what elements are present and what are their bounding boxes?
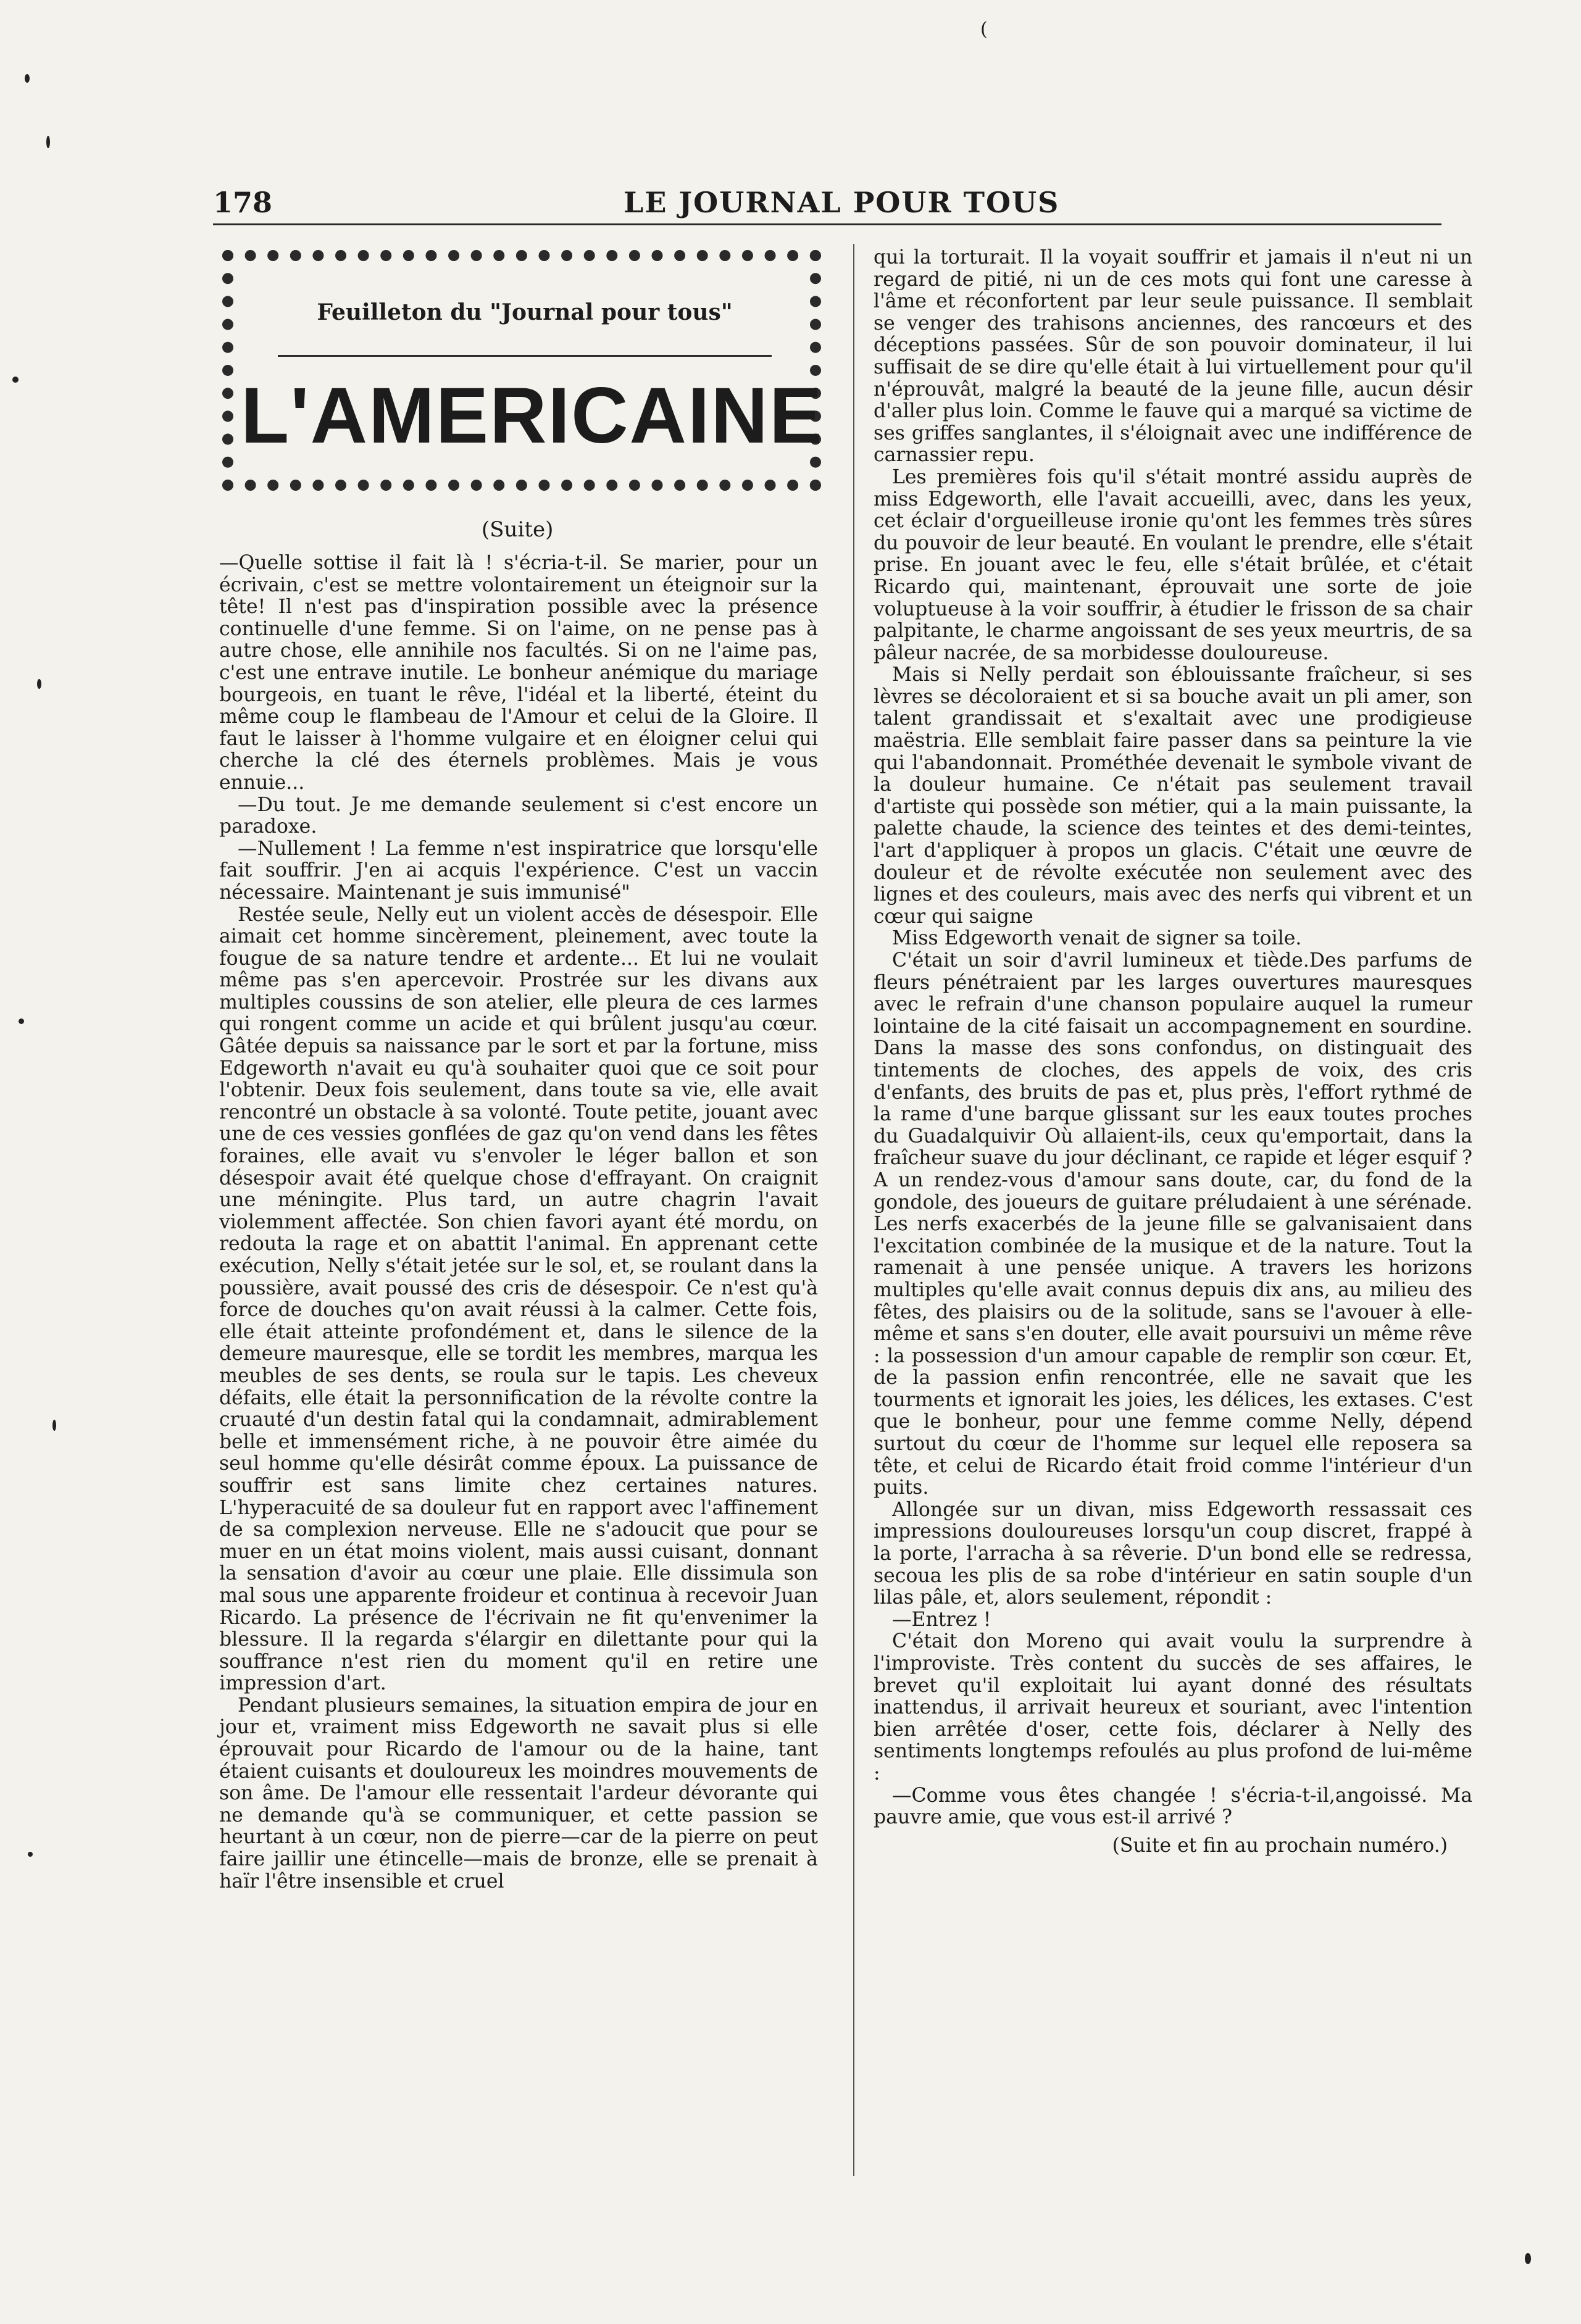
left-column (219, 552, 818, 1893)
header-rule (213, 223, 1441, 225)
paragraph: —Entrez ! (892, 1608, 991, 1631)
paragraph: —Comme vous êtes changée ! s'écria-t-il,angoissé. Ma pauvre amie, que vous est-il arrivé ? (874, 1784, 1472, 1829)
paragraph: Mais si Nelly perdait son éblouissante fraîcheur, si ses lèvres se décoloraient et si sa bouche avait un pli amer, son talent grandissait et s'exaltait avec une prodigieuse maëstria. Elle semblait faire passer dans sa peinture la vie qui l'abandonnait. Prométhée devenait le symbole vivant de la douleur humaine. Ce n'était pas seulement travail d'artiste qui possède son métier, qui a la main puissante, la palette chaude, la science des teintes et des demi-teintes, l'art d'appliquer à propos un glacis. C'était une œuvre de douleur et de révolte exécutée non seulement avec des lignes et des couleurs, mais avec des nerfs qui vibrent et un cœur qui saigne (874, 664, 1472, 928)
paragraph: qui la torturait. Il la voyait souffrir et jamais il n'eut ni un regard de pitié, ni un de ces mots qui font une caresse à l'âme et réconfortent par leur seule puissance. Il semblait se venger des trahisons anciennes, des rancœurs et des déceptions passées. Sûr de son pouvoir dominateur, il lui suffisait de se dire qu'elle était à lui virtuellement pour qu'il n'éprouvât, malgré la beauté de la jeune fille, aucun désir d'aller plus loin. Comme le fauve qui a marqué sa victime de ses griffes sanglantes, il s'éloignait avec une indifférence de carnassier repu. (874, 246, 1472, 467)
scan-speck (12, 377, 19, 383)
paragraph: —Nullement ! La femme n'est inspiratrice que lorsqu'elle fait souffrir. J'en ai acquis l'expérience. C'est un vaccin nécessaire. Maintenant je suis immunisé" (219, 837, 818, 904)
right-column (874, 247, 1472, 1857)
scan-speck (46, 136, 50, 148)
journal-title: LE JOURNAL POUR TOUS (624, 186, 1060, 219)
column-divider (853, 244, 854, 2176)
paragraph: C'était un soir d'avril lumineux et tiède.Des parfums de fleurs pénétraient par les larges ouvertures mauresques avec le refrain d'une chanson populaire auquel la rumeur lointaine de la cité faisait un accompagnement en sourdine. Dans la masse des sons confondus, on distinguait des tintements de cloches, des appels de voix, des cris d'enfants, des bruits de pas et, plus près, l'effort rythmé de la rame d'une barque glissant sur les eaux toutes proches du Guadalquivir Où allaient-ils, ceux qu'emportait, dans la fraîcheur suave du jour déclinant, ce rapide et léger esquif ? A un rendez-vous d'amour sans doute, car, du fond de la gondole, des joueurs de guitare préludaient à une sérénade. Les nerfs exacerbés de la jeune fille se galvanisaient dans l'excitation combinée de la musique et de la nature. Tout la ramenait à une pensée unique. A travers les horizons multiples qu'elle avait connus depuis dix ans, au milieu des fêtes, des plaisirs ou de la solitude, sans se l'avouer à elle-même et sans s'en douter, elle avait poursuivi un même rêve : la possession d'un amour capable de remplir son cœur. Et, de la passion enfin rencontrée, elle ne savait que les tourments et ignorait les joies, les délices, les extases. C'est que le bonheur, pour une femme comme Nelly, dépend surtout du cœur de l'homme sur lequel elle reposera sa tête, et celui de Ricardo était froid comme l'intérieur d'un puits. (874, 949, 1472, 1499)
scan-speck (52, 1420, 56, 1431)
scan-speck (1525, 2253, 1531, 2264)
story-title: L'AMERICAINE (241, 372, 824, 460)
corner-mark: ( (980, 19, 988, 40)
scan-speck (28, 1852, 33, 1857)
feuilleton-title-box (216, 244, 833, 506)
paragraph: —Du tout. Je me demande seulement si c'est encore un paradoxe. (219, 793, 818, 838)
continuation-note: (Suite et fin au prochain numéro.) (1112, 1834, 1448, 1857)
paragraph: —Quelle sottise il fait là ! s'écria-t-il. Se marier, pour un écrivain, c'est se mettre volontairement un éteignoir sur la tête! Il n'est pas d'inspiration possible avec la présence continuelle d'une femme. Si on l'aime, on ne pense pas à autre chose, elle annihile nos facultés. Si on ne l'aime pas, c'est une entrave inutile. Le bonheur anémique du mariage bourgeois, en tuant le rêve, l'idéal et la liberté, éteint du même coup le flambeau de l'Amour et celui de la Gloire. Il faut le laisser à l'homme vulgaire et en éloigner celui qui cherche la clé des éternels problèmes. Mais je vous ennuie... (219, 552, 818, 794)
paragraph: Restée seule, Nelly eut un violent accès de désespoir. Elle aimait cet homme sincèrement, pleinement, avec toute la fougue de sa nature tendre et ardente... Et lui ne voulait même pas s'en apercevoir. Prostrée sur les divans aux multiples coussins de son atelier, elle pleura de ces larmes qui rongent comme un acide et qui brûlent jusqu'au cœur. Gâtée depuis sa naissance par le sort et par la fortune, miss Edgeworth n'avait eu qu'à souhaiter quoi que ce soit pour l'obtenir. Deux fois seulement, dans toute sa vie, elle avait rencontré un obstacle à sa volonté. Toute petite, jouant avec une de ces vessies gonflées de gaz qu'on vend dans les fêtes foraines, elle avait vu s'envoler le léger ballon et son désespoir avait été quelque chose d'effrayant. On craignit une méningite. Plus tard, un autre chagrin l'avait violemment affectée. Son chien favori ayant été mordu, on redouta la rage et on abattit l'animal. En apprenant cette exécution, Nelly s'était jetée sur le sol, et, se roulant dans la poussière, avait poussé des cris de désespoir. Ce n'est qu'à force de douches qu'on avait réussi à la calmer. Cette fois, elle était atteinte profondément et, dans le silence de la demeure mauresque, elle se tordit les membres, marqua les meubles de ses dents, se roula sur le tapis. Les cheveux défaits, elle était la personnification de la révolte contre la cruauté d'un destin fatal qui la condamnait, admirablement belle et immensément riche, à ne pouvoir être aimée du seul homme qu'elle désirât comme époux. La puissance de souffrir est sans limite chez certaines natures. L'hyperacuité de sa douleur fut en rapport avec l'affinement de sa complexion nerveuse. Elle ne s'adoucit que pour se muer en un état moins violent, mais aussi cuisant, donnant la sensation d'avoir au cœur une plaie. Elle dissimula son mal sous une apparente froideur et continua à recevoir Juan Ricardo. La présence de l'écrivain ne fit qu'envenimer la blessure. Il la regarda s'élargir en dilettante pour qui la souffrance n'est rien du moment qu'il en retire une impression d'art. (219, 903, 818, 1695)
paragraph: Allongée sur un divan, miss Edgeworth ressassait ces impressions douloureuses lorsqu'un coup discret, frappé à la porte, l'arracha à sa rêverie. D'un bond elle se redressa, secoua les plis de sa robe d'intérieur en satin souple d'un lilas pâle, et, alors seulement, répondit : (874, 1498, 1472, 1609)
suite-label: (Suite) (482, 517, 554, 542)
paragraph: Pendant plusieurs semaines, la situation empira de jour en jour et, vraiment miss Edgeworth ne savait plus si elle éprouvait pour Ricardo de l'amour ou de la haine, tant étaient cuisants et douloureux les moindres mouvements de son âme. De l'amour elle ressentait l'ardeur dévorante qui ne demande qu'à se communiquer, et cette passion se heurtant à un cœur, non de pierre—car de la pierre on peut faire jaillir une étincelle—mais de bronze, elle se prenait à haïr l'être insensible et cruel (219, 1694, 818, 1893)
page-number: 178 (213, 186, 273, 219)
paragraph: C'était don Moreno qui avait voulu la surprendre à l'improviste. Très content du succès de ses affaires, le brevet qu'il exploitait lui ayant donné des résultats inattendus, il arrivait heureux et souriant, avec l'intention bien arrêtée d'oser, cette fois, déclarer à Nelly des sentiments longtemps refoulés au plus profond de lui-même : (874, 1630, 1472, 1785)
paragraph: Miss Edgeworth venait de signer sa toile. (892, 927, 1302, 950)
scan-speck (25, 74, 30, 83)
scan-speck (19, 1018, 24, 1024)
title-box-rule (278, 355, 772, 357)
feuilleton-label: Feuilleton du "Journal pour tous" (317, 299, 733, 325)
scan-speck (37, 679, 41, 689)
paragraph: Les premières fois qu'il s'était montré assidu auprès de miss Edgeworth, elle l'avait accueilli, avec, dans les yeux, cet éclair d'orgueilleuse ironie qu'ont les femmes très sûres du pouvoir de leur beauté. En voulant le prendre, elle s'était prise. En jouant avec le feu, elle s'était brûlée, et c'était Ricardo qui, maintenant, éprouvait une sorte de joie voluptueuse à la voir souffrir, à étudier le frisson de sa chair palpitante, le charme angoissant de ses yeux meurtris, de sa pâleur nacrée, de sa morbidesse douloureuse. (874, 465, 1472, 664)
